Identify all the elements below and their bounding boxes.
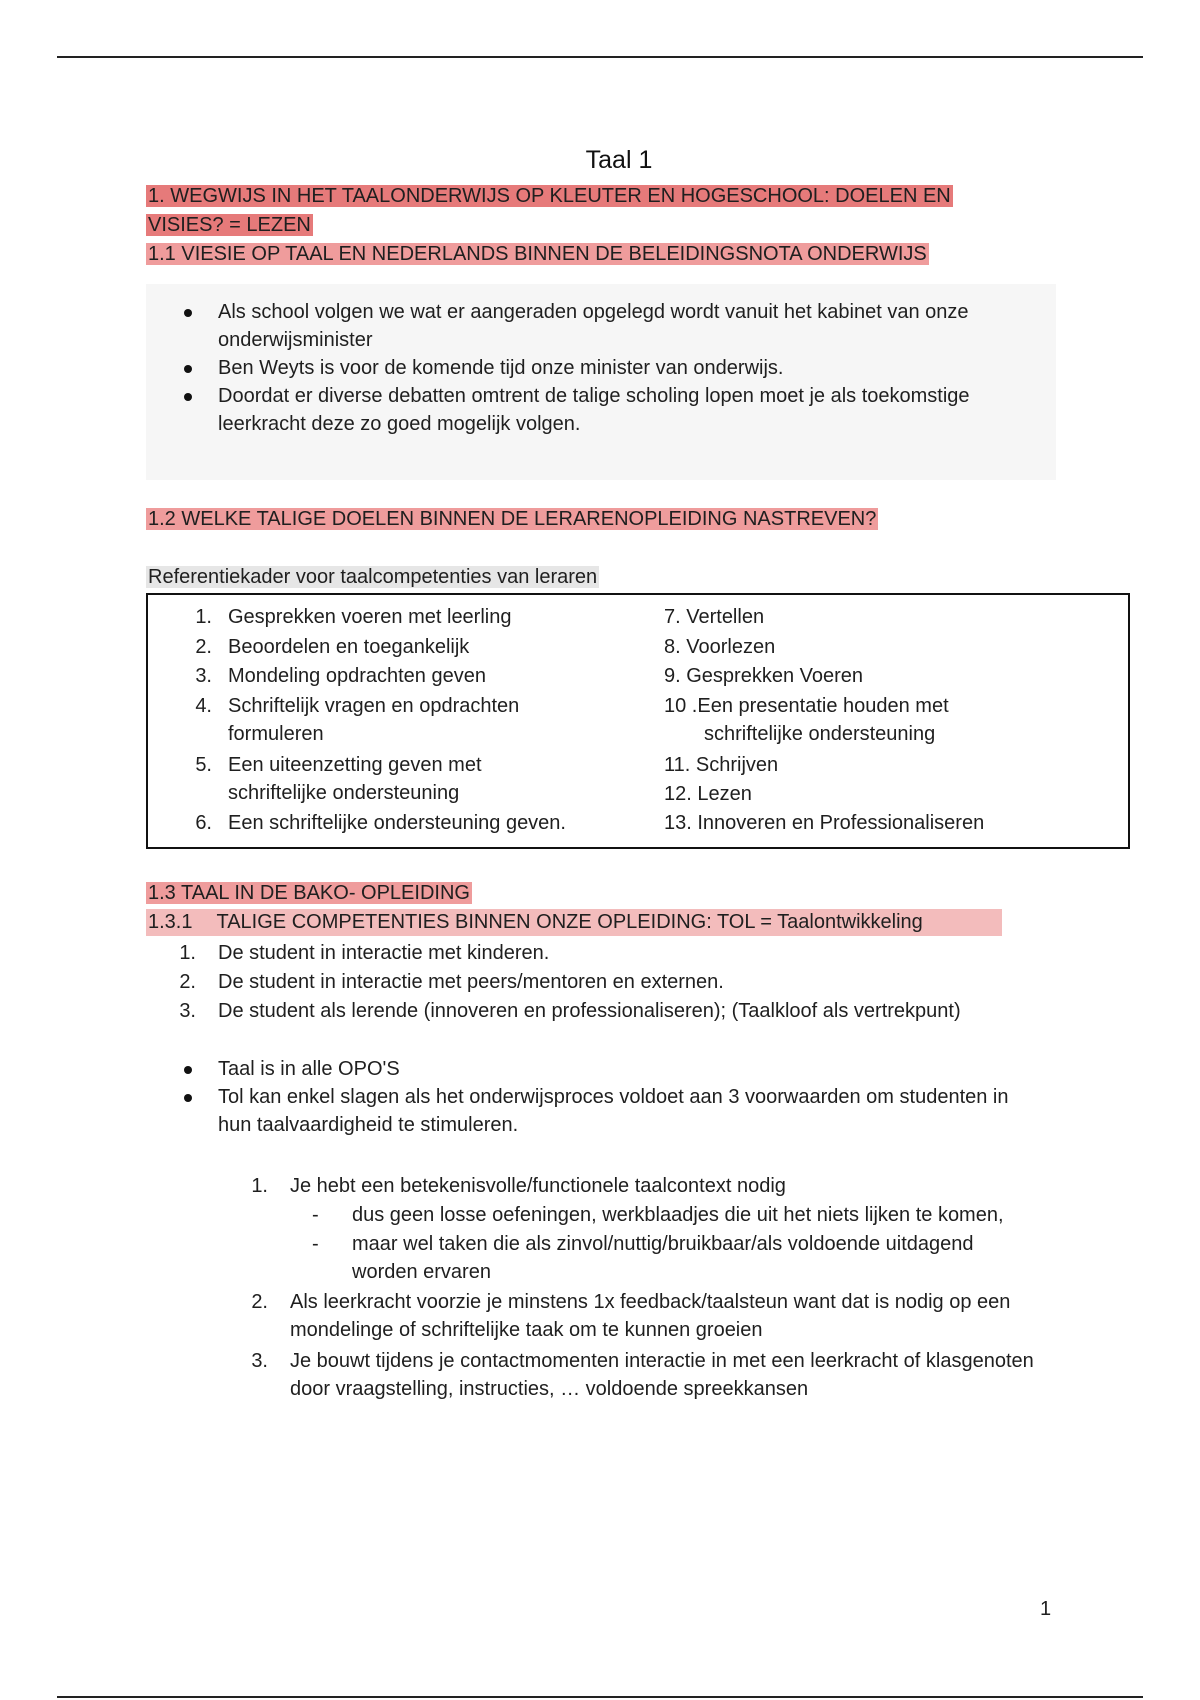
ref-item-right: 9. Gesprekken Voeren bbox=[664, 665, 864, 687]
ref-item-right: 13. Innoveren en Professionaliseren bbox=[664, 812, 985, 834]
top-rule bbox=[57, 56, 1143, 58]
bullet-item: Ben Weyts is voor de komende tijd onze minister van onderwijs. bbox=[218, 354, 1078, 382]
section-1-heading bbox=[146, 183, 953, 239]
section-1-1-bullets bbox=[218, 298, 1078, 438]
reference-caption: Referentiekader voor taalcompetenties van leraren bbox=[148, 566, 598, 588]
bullet-item: Als school volgen we wat er aangeraden opgelegd wordt vanuit het kabinet van onze onderwijsminister bbox=[218, 298, 1078, 354]
bullet-dot-icon bbox=[184, 1094, 192, 1102]
section-1-3-bullets bbox=[218, 1055, 1118, 1139]
conditions-list: 1. Je hebt een betekenisvolle/functionele taalcontext nodig - dus geen losse oefeningen, werkblaadjes die uit het niets lijken te komen, - maar wel taken die als zinvol/nuttig/bruikbaar/als voldoende uitdagend worden ervaren 2. Als leerkracht voorzie je minstens 1x feedback/taalsteun want dat is nodig op een mondelinge of schriftelijke taak om te kunnen groeien 3. Je bouwt tijdens je contactmomenten interactie in met een leerkracht of klasgenoten door vraagstelling, instructies, … voldoende spreekkansen bbox=[251, 1175, 1034, 1400]
dash-icon: - bbox=[312, 1233, 319, 1255]
ref-item-right: 11. Schrijven bbox=[664, 754, 779, 776]
ref-item-right: 10 .Een presentatie houden met schriftelijke ondersteuning bbox=[664, 695, 949, 745]
section-1-3-1-heading bbox=[146, 909, 1002, 936]
bullet-dot-icon bbox=[184, 365, 192, 373]
ref-item-right: 8. Voorlezen bbox=[664, 636, 776, 658]
dash-icon: - bbox=[312, 1204, 319, 1226]
competency-list: 1. De student in interactie met kinderen. 2. De student in interactie met peers/mentoren en externen. 3. De student als lerende (innoveren en professionaliseren); (Taalkloof als vertrekpunt) bbox=[179, 942, 961, 1022]
bullet-dot-icon bbox=[184, 309, 192, 317]
page-title: Taal 1 bbox=[585, 146, 653, 174]
subsection-title: TALIGE COMPETENTIES BINNEN ONZE OPLEIDING: TOL = Taalontwikkeling bbox=[216, 911, 923, 933]
bullet-dot-icon bbox=[184, 1066, 192, 1074]
ref-item-right: 7. Vertellen bbox=[664, 606, 765, 628]
section-1-heading-line2: VISIES? = LEZEN bbox=[148, 214, 311, 236]
bottom-rule bbox=[57, 1696, 1143, 1698]
page-number: 1 bbox=[1040, 1598, 1052, 1620]
bullet-item: Tol kan enkel slagen als het onderwijsproces voldoet aan 3 voorwaarden om studenten in hun taalvaardigheid te stimuleren. bbox=[218, 1083, 1118, 1139]
ref-item-right: 12. Lezen bbox=[664, 783, 752, 805]
subsection-number: 1.3.1 bbox=[148, 911, 193, 933]
section-1-2-heading: 1.2 WELKE TALIGE DOELEN BINNEN DE LERARENOPLEIDING NASTREVEN? bbox=[148, 508, 877, 530]
section-1-heading-line1: 1. WEGWIJS IN HET TAALONDERWIJS OP KLEUTER EN HOGESCHOOL: DOELEN EN bbox=[148, 185, 951, 207]
section-1-3-heading: 1.3 TAAL IN DE BAKO- OPLEIDING bbox=[148, 882, 470, 904]
reference-framework-box: 1. Gesprekken voeren met leerling 2. Beoordelen en toegankelijk 3. Mondeling opdrachten geven 4. Schriftelijk vragen en opdrachten formuleren 5. Een uiteenzetting geven met schriftelijke ondersteuning 6. Een schriftelijke ondersteuning geven. 7. Vertellen 8. Voorlezen 9. Gesprekken Voeren 10 .Een presentatie houden met schriftelijke ondersteuning 11. Schrijven 12. Lezen 13. Innoveren en Professionaliseren bbox=[146, 593, 1130, 849]
bullet-item: Doordat er diverse debatten omtrent de talige scholing lopen moet je als toekomstige leerkracht deze zo goed mogelijk volgen. bbox=[218, 382, 1078, 438]
section-1-1-heading: 1.1 VIESIE OP TAAL EN NEDERLANDS BINNEN DE BELEIDINGSNOTA ONDERWIJS bbox=[148, 243, 927, 265]
bullet-dot-icon bbox=[184, 393, 192, 401]
bullet-item: Taal is in alle OPO'S bbox=[218, 1055, 1118, 1083]
